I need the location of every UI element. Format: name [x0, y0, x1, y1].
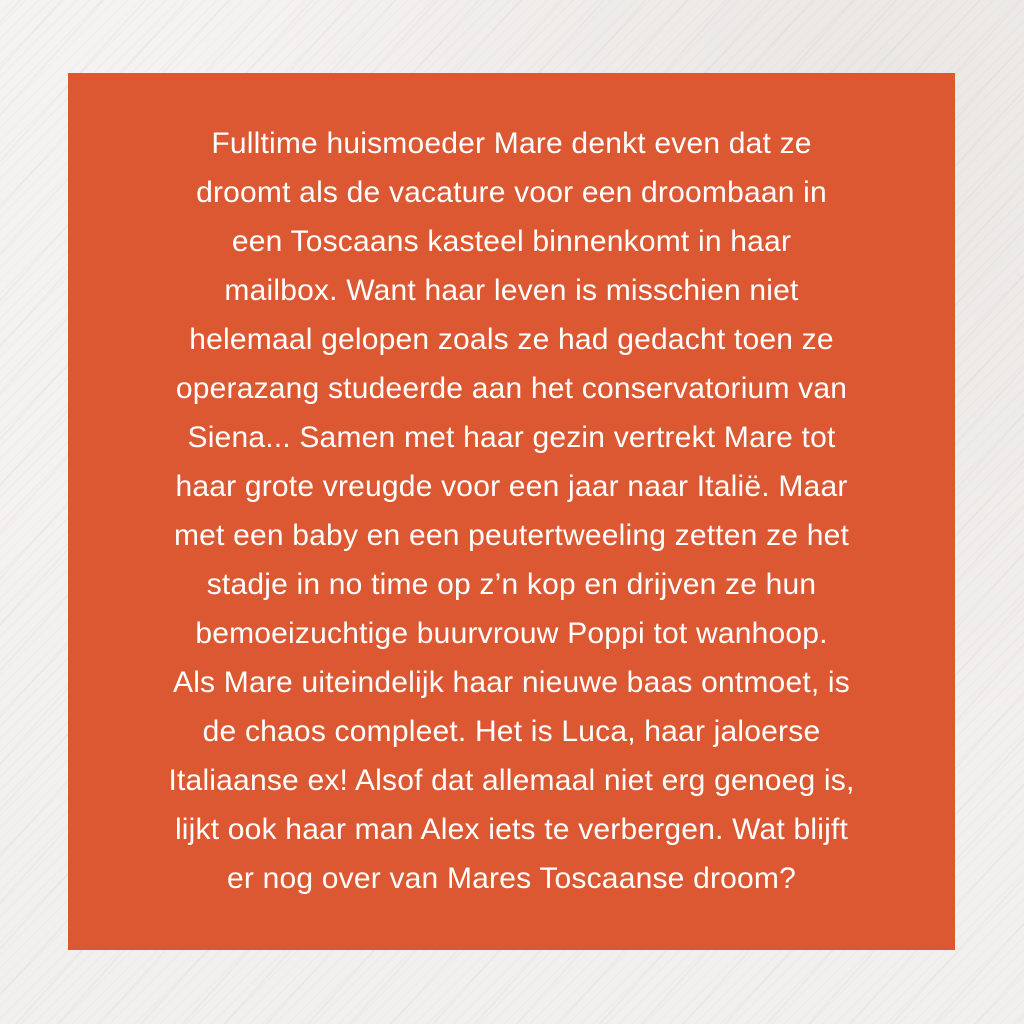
blurb-line: er nog over van Mares Toscaanse droom? [226, 862, 797, 895]
blurb-line: met een baby en een peutertweeling zetten ze het [173, 519, 850, 552]
blurb-line: een Toscaans kasteel binnenkomt in haar [231, 225, 792, 258]
blurb-line: droomt als de vacature voor een droombaan in [196, 176, 827, 209]
blurb-line: operazang studeerde aan het conservatorium van [175, 372, 848, 405]
blurb-line: de chaos compleet. Het is Luca, haar jaloerse [202, 715, 821, 748]
blurb-line: Fulltime huismoeder Mare denkt even dat ze [211, 127, 812, 160]
blurb-line: bemoeizuchtige buurvrouw Poppi tot wanhoop. [195, 617, 828, 650]
blurb-line: stadje in no time op z’n kop en drijven ze hun [206, 568, 817, 601]
blurb-line: helemaal gelopen zoals ze had gedacht toen ze [189, 323, 834, 356]
blurb-line: Italiaanse ex! Alsof dat allemaal niet erg genoeg is, [168, 764, 855, 797]
blurb-line: haar grote vreugde voor een jaar naar Italië. Maar [175, 470, 848, 503]
blurb-line: lijkt ook haar man Alex iets te verbergen. Wat blijft [174, 813, 849, 846]
blurb-card [68, 73, 955, 950]
blurb-text-block [118, 119, 905, 903]
blurb-line: Als Mare uiteindelijk haar nieuwe baas ontmoet, is [172, 666, 851, 699]
blurb-line: mailbox. Want haar leven is misschien niet [224, 274, 799, 307]
blurb-line: Siena... Samen met haar gezin vertrekt Mare tot [187, 421, 836, 454]
